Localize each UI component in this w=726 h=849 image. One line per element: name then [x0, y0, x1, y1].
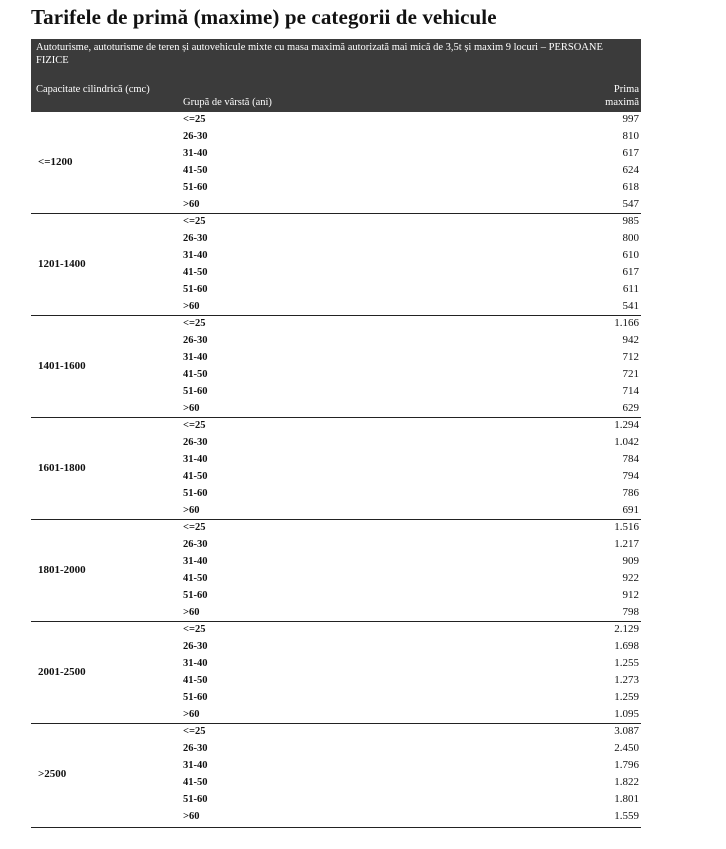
prima-value-cell: 618: [622, 181, 639, 193]
prima-value-cell: 714: [622, 385, 639, 397]
table-row: [31, 503, 641, 520]
table-row: [31, 401, 641, 418]
age-group-cell: 51-60: [183, 692, 208, 703]
prima-value-cell: 691: [622, 504, 639, 516]
column-header-age-group: Grupă de vârstă (ani): [183, 97, 272, 108]
capacity-group: [31, 112, 641, 214]
age-group-cell: 41-50: [183, 471, 208, 482]
age-group-cell: >60: [183, 301, 200, 312]
age-group-cell: >60: [183, 607, 200, 618]
prima-value-cell: 1.273: [614, 674, 639, 686]
prima-value-cell: 541: [622, 300, 639, 312]
table-row: [31, 469, 641, 486]
age-group-cell: 26-30: [183, 437, 208, 448]
prima-value-cell: 721: [622, 368, 639, 380]
prima-value-cell: 624: [622, 164, 639, 176]
age-group-cell: 31-40: [183, 250, 208, 261]
table-row: [31, 163, 641, 180]
prima-value-cell: 611: [622, 283, 639, 295]
table-row: [31, 775, 641, 792]
table-row: [31, 418, 641, 435]
table-row: [31, 656, 641, 673]
prima-value-cell: 2.450: [614, 742, 639, 754]
age-group-cell: 41-50: [183, 675, 208, 686]
age-group-cell: 41-50: [183, 777, 208, 788]
age-group-cell: 26-30: [183, 233, 208, 244]
table-row: [31, 639, 641, 656]
table-row: [31, 537, 641, 554]
age-group-cell: 26-30: [183, 641, 208, 652]
age-group-cell: 31-40: [183, 658, 208, 669]
prima-value-cell: 997: [622, 113, 639, 125]
prima-value-cell: 1.217: [614, 538, 639, 550]
prima-value-cell: 784: [622, 453, 639, 465]
table-row: [31, 707, 641, 724]
capacity-label: <=1200: [38, 156, 73, 168]
table-description: Autoturisme, autoturisme de teren și autovehicule mixte cu masa maximă autorizată mai mică de 3,5t și maxim 9 locuri – PERSOANE FIZICE: [36, 42, 603, 66]
page-title: Tarifele de primă (maxime) pe categorii de vehicule: [31, 5, 497, 29]
age-group-cell: <=25: [183, 318, 206, 329]
table-row: [31, 146, 641, 163]
table-row: [31, 197, 641, 214]
prima-value-cell: 617: [622, 266, 639, 278]
table-header: [31, 39, 641, 112]
prima-value-cell: 1.095: [614, 708, 639, 720]
capacity-group: [31, 418, 641, 520]
table-row: [31, 486, 641, 503]
table-row: [31, 605, 641, 622]
prima-value-cell: 800: [622, 232, 639, 244]
age-group-cell: >60: [183, 505, 200, 516]
table-row: [31, 809, 641, 826]
table-row: [31, 112, 641, 129]
capacity-label: 1401-1600: [38, 360, 86, 372]
age-group-cell: <=25: [183, 216, 206, 227]
table-row: [31, 452, 641, 469]
table-row: [31, 316, 641, 333]
prima-value-cell: 1.294: [614, 419, 639, 431]
capacity-label: 1201-1400: [38, 258, 86, 270]
capacity-label: 2001-2500: [38, 666, 86, 678]
table-row: [31, 214, 641, 231]
table-row: [31, 367, 641, 384]
age-group-cell: <=25: [183, 114, 206, 125]
prima-value-cell: 1.822: [614, 776, 639, 788]
prima-value-cell: 1.698: [614, 640, 639, 652]
prima-value-cell: 610: [622, 249, 639, 261]
prima-value-cell: 798: [622, 606, 639, 618]
age-group-cell: 51-60: [183, 386, 208, 397]
table-row: [31, 741, 641, 758]
age-group-cell: 26-30: [183, 539, 208, 550]
table-row: [31, 282, 641, 299]
prima-value-cell: 942: [622, 334, 639, 346]
capacity-group: [31, 316, 641, 418]
prima-value-cell: 712: [622, 351, 639, 363]
age-group-cell: <=25: [183, 522, 206, 533]
age-group-cell: <=25: [183, 726, 206, 737]
prima-value-cell: 3.087: [614, 725, 639, 737]
table-row: [31, 299, 641, 316]
prima-value-cell: 786: [622, 487, 639, 499]
prima-value-cell: 1.042: [614, 436, 639, 448]
table-row: [31, 384, 641, 401]
age-group-cell: 51-60: [183, 590, 208, 601]
table-row: [31, 333, 641, 350]
column-header-capacity: Capacitate cilindrică (cmc): [36, 84, 150, 95]
age-group-cell: 41-50: [183, 573, 208, 584]
prima-value-cell: 1.255: [614, 657, 639, 669]
column-header-prima: [569, 83, 639, 109]
age-group-cell: 31-40: [183, 352, 208, 363]
prima-value-cell: 1.516: [614, 521, 639, 533]
column-header-prima-line1: Prima: [613, 84, 639, 95]
capacity-group: [31, 520, 641, 622]
table-row: [31, 180, 641, 197]
capacity-label: 1801-2000: [38, 564, 86, 576]
prima-value-cell: 810: [622, 130, 639, 142]
table-row: [31, 248, 641, 265]
tariff-table-body: [31, 112, 641, 828]
prima-value-cell: 912: [622, 589, 639, 601]
age-group-cell: >60: [183, 709, 200, 720]
table-row: [31, 265, 641, 282]
prima-value-cell: 629: [622, 402, 639, 414]
column-header-prima-line2: maximă: [605, 97, 639, 108]
table-row: [31, 724, 641, 741]
age-group-cell: 41-50: [183, 369, 208, 380]
age-group-cell: 26-30: [183, 743, 208, 754]
prima-value-cell: 617: [622, 147, 639, 159]
table-row: [31, 350, 641, 367]
prima-value-cell: 2.129: [614, 623, 639, 635]
age-group-cell: 51-60: [183, 794, 208, 805]
age-group-cell: 31-40: [183, 148, 208, 159]
prima-value-cell: 922: [622, 572, 639, 584]
prima-value-cell: 547: [622, 198, 639, 210]
age-group-cell: 41-50: [183, 267, 208, 278]
age-group-cell: 51-60: [183, 284, 208, 295]
capacity-label: 1601-1800: [38, 462, 86, 474]
prima-value-cell: 909: [622, 555, 639, 567]
capacity-label: >2500: [38, 768, 67, 780]
age-group-cell: 31-40: [183, 556, 208, 567]
age-group-cell: <=25: [183, 624, 206, 635]
age-group-cell: 26-30: [183, 131, 208, 142]
table-row: [31, 622, 641, 639]
age-group-cell: >60: [183, 403, 200, 414]
capacity-group: [31, 622, 641, 724]
prima-value-cell: 1.259: [614, 691, 639, 703]
table-row: [31, 758, 641, 775]
table-row: [31, 435, 641, 452]
age-group-cell: 51-60: [183, 488, 208, 499]
table-row: [31, 520, 641, 537]
age-group-cell: >60: [183, 811, 200, 822]
age-group-cell: >60: [183, 199, 200, 210]
capacity-group: [31, 724, 641, 828]
age-group-cell: 41-50: [183, 165, 208, 176]
age-group-cell: <=25: [183, 420, 206, 431]
age-group-cell: 26-30: [183, 335, 208, 346]
prima-value-cell: 1.801: [614, 793, 639, 805]
prima-value-cell: 1.559: [614, 810, 639, 822]
table-row: [31, 792, 641, 809]
table-row: [31, 571, 641, 588]
age-group-cell: 31-40: [183, 454, 208, 465]
table-row: [31, 231, 641, 248]
prima-value-cell: 794: [622, 470, 639, 482]
age-group-cell: 51-60: [183, 182, 208, 193]
table-row: [31, 588, 641, 605]
table-row: [31, 129, 641, 146]
table-row: [31, 554, 641, 571]
age-group-cell: 31-40: [183, 760, 208, 771]
capacity-group: [31, 214, 641, 316]
prima-value-cell: 1.166: [614, 317, 639, 329]
table-row: [31, 673, 641, 690]
prima-value-cell: 1.796: [614, 759, 639, 771]
prima-value-cell: 985: [622, 215, 639, 227]
table-row: [31, 690, 641, 707]
